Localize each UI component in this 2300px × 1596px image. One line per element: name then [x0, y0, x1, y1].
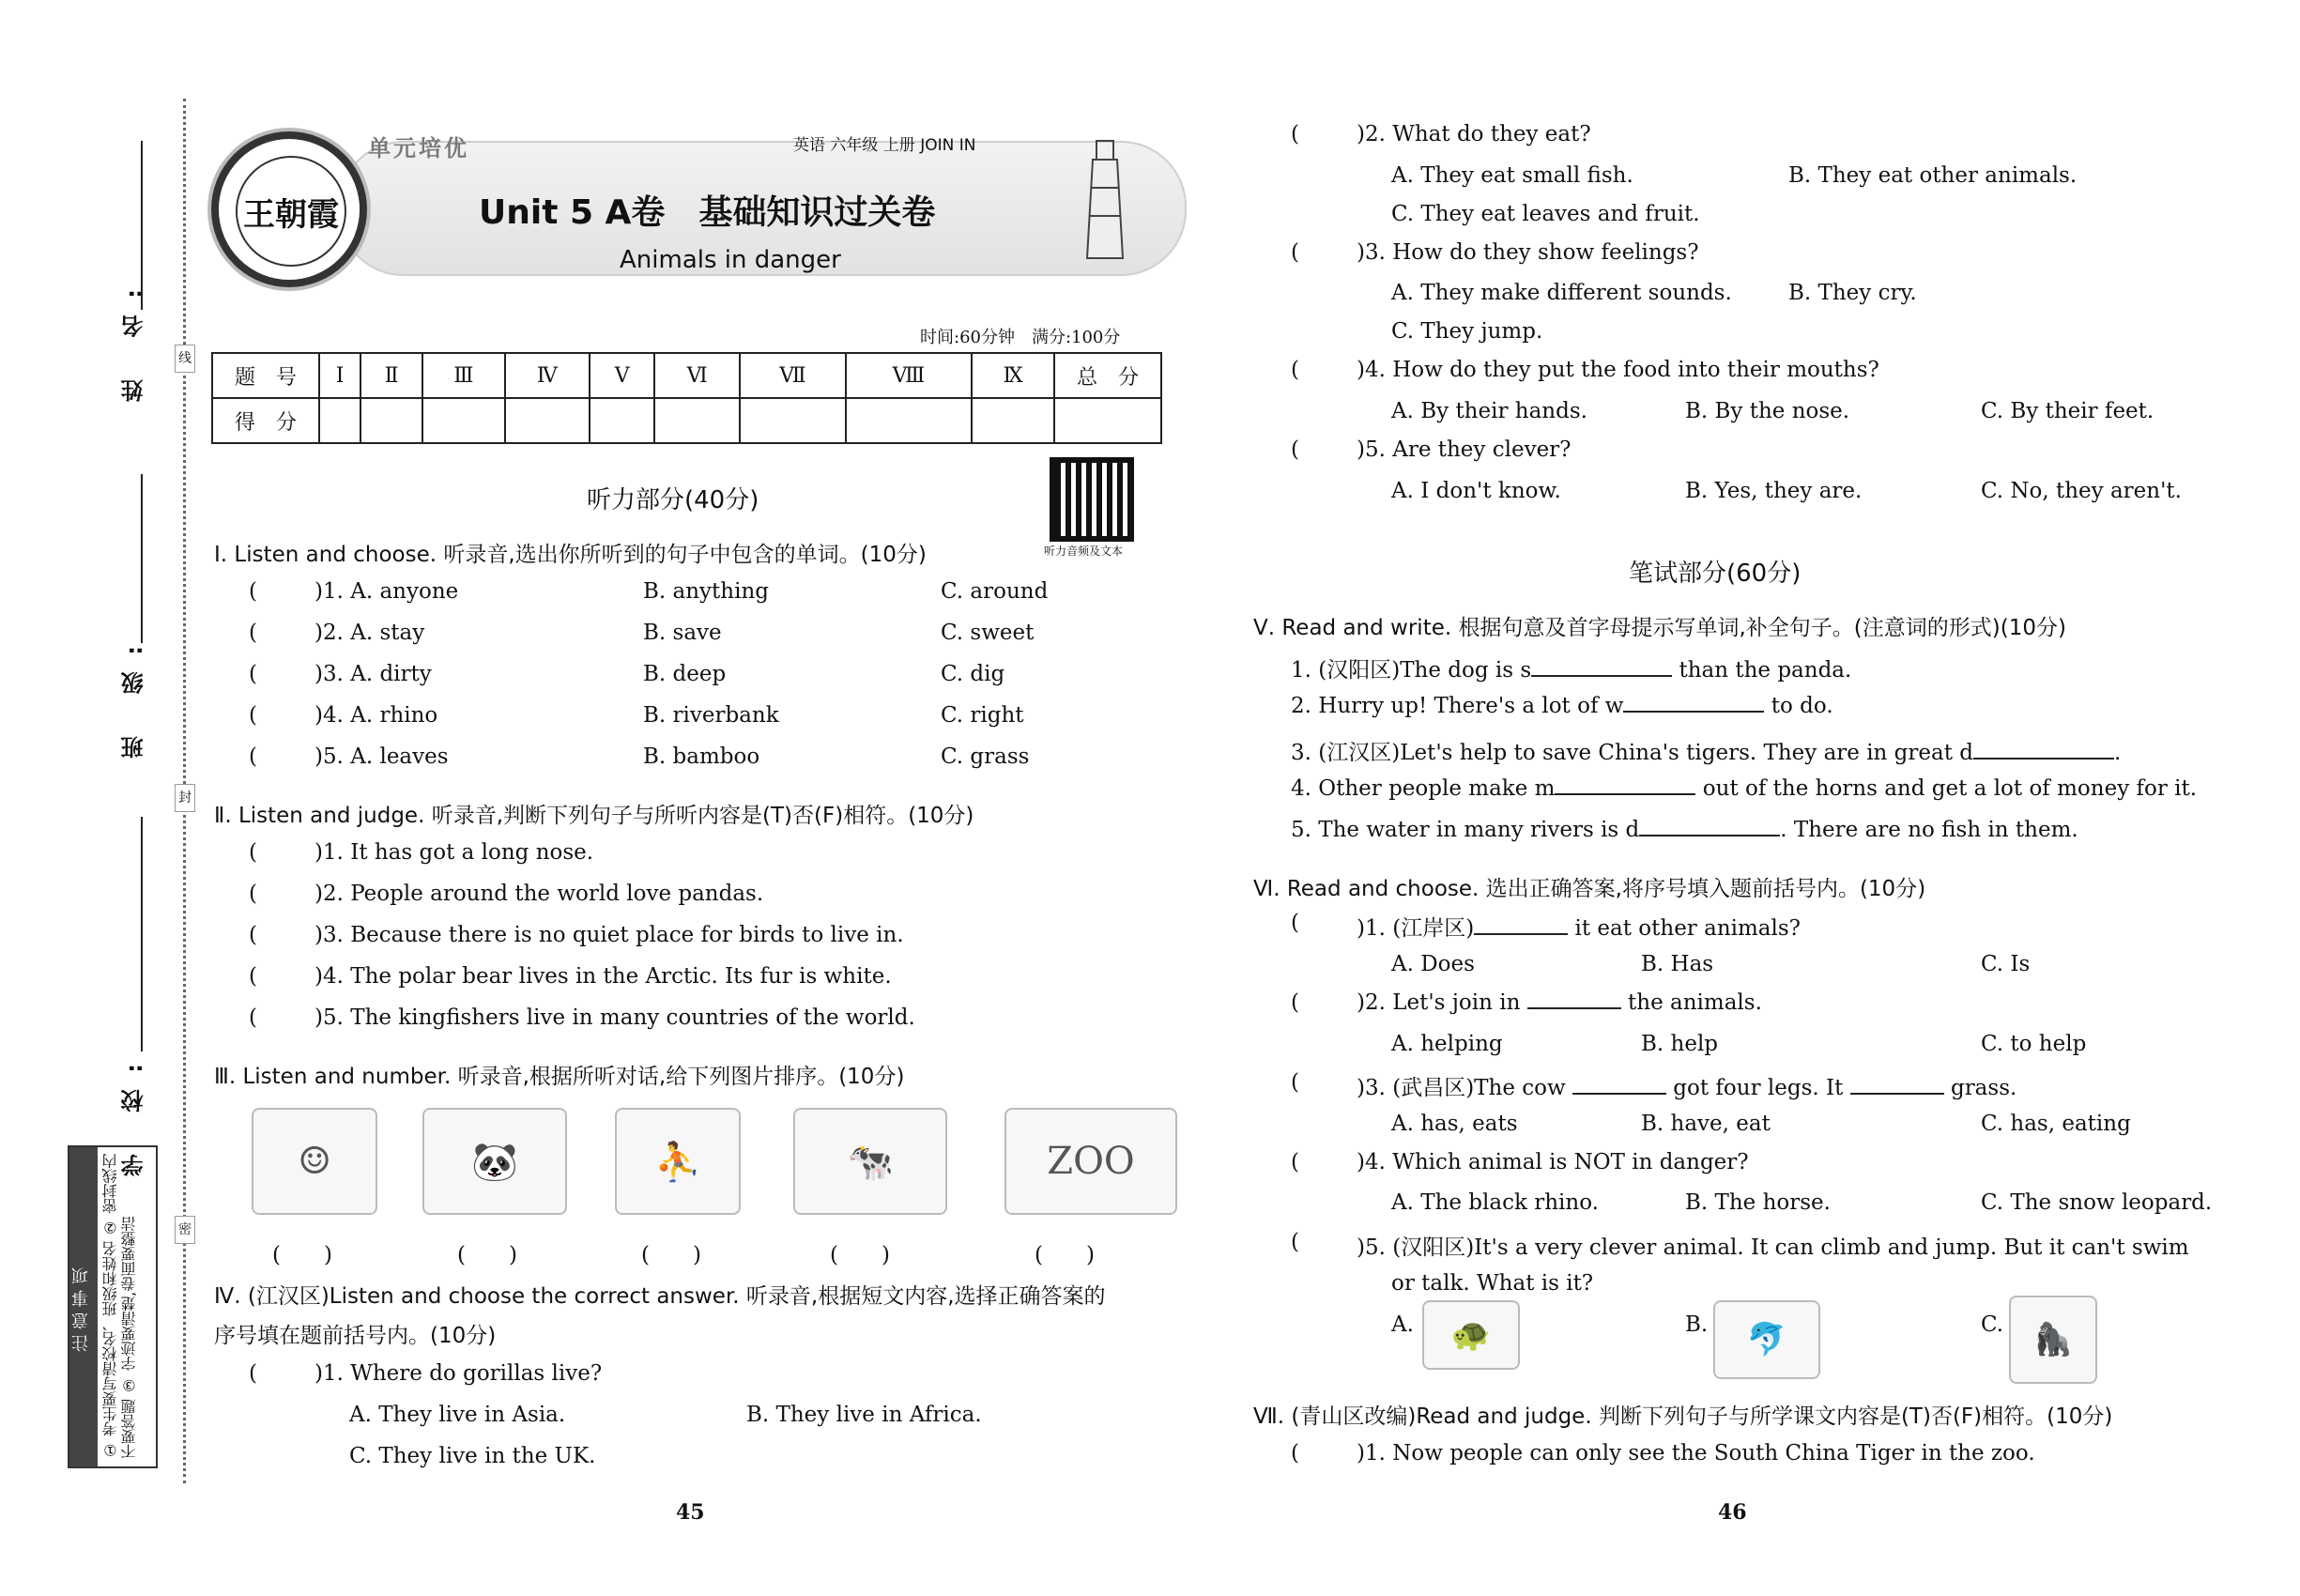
s1-option-b: B. save: [643, 621, 722, 645]
score-table: [211, 352, 1162, 444]
s5-text: 3. (江汉区)Let's help to save China's tigers. They are in great d: [1291, 741, 1973, 765]
score-header-cell: 总 分: [1054, 353, 1161, 398]
notice-text: ① 考生要写清校名、班级和姓名 ② 密封线内不要答题 ③ 字迹要清楚,卷面要整洁: [101, 1153, 138, 1459]
order-bracket[interactable]: ( ): [641, 1243, 701, 1267]
s6-option-c: C. to help: [1981, 1032, 2087, 1056]
s2-item: )1. It has got a long nose.: [314, 840, 594, 865]
order-bracket[interactable]: ( ): [830, 1243, 890, 1267]
s5-text: than the panda.: [1672, 658, 1852, 683]
s5-line: [1291, 652, 1851, 683]
answer-blank[interactable]: [1527, 1006, 1621, 1009]
answer-paren[interactable]: (: [249, 840, 257, 865]
s5-text: .: [2114, 741, 2122, 765]
answer-blank[interactable]: [1555, 792, 1695, 795]
picture-cow-icon: 🐄: [793, 1108, 947, 1215]
answer-blank[interactable]: [1531, 674, 1672, 677]
answer-paren[interactable]: (: [1291, 240, 1299, 265]
s4-option-c: C. No, they aren't.: [1981, 479, 2182, 503]
section-5-heading: Ⅴ. Read and write. 根据句意及首字母提示写单词,补全句子。(注意词的形式)(10分): [1253, 616, 2066, 640]
answer-paren[interactable]: (: [249, 662, 257, 686]
gorilla-icon: 🦍: [2009, 1296, 2097, 1384]
score-cell[interactable]: [360, 398, 422, 443]
picture-zoo-icon: ZOO: [1004, 1108, 1177, 1215]
score-header-cell: Ⅰ: [319, 353, 360, 398]
s6-text: the animals.: [1620, 990, 1762, 1015]
s6-option-b: B. Has: [1641, 952, 1714, 976]
s6-question: )4. Which animal is NOT in danger?: [1357, 1150, 1749, 1174]
s1-option-a: )1. A. anyone: [314, 579, 459, 604]
writing-title: 笔试部分(60分): [1629, 560, 1802, 588]
notice-title: 注意事项: [69, 1147, 98, 1466]
s1-option-c: C. grass: [941, 744, 1030, 769]
school-underline: [141, 817, 143, 1051]
s1-option-b: B. bamboo: [643, 744, 760, 769]
qr-caption: 听力音频及文本: [1044, 545, 1124, 558]
score-cell[interactable]: [319, 398, 360, 443]
s4-question: )1. Where do gorillas live?: [314, 1361, 603, 1386]
score-cell[interactable]: [422, 398, 505, 443]
s5-text: to do.: [1764, 694, 1833, 718]
score-header-cell: 题 号: [212, 353, 319, 398]
score-header-cell: Ⅴ: [590, 353, 654, 398]
s6-text: )1. (江岸区): [1357, 916, 1475, 941]
s1-option-a: )4. A. rhino: [314, 703, 438, 728]
s4-question: )5. Are they clever?: [1357, 437, 1572, 462]
school-label: 学 校:: [121, 1047, 147, 1176]
s6-option-b: B.: [1685, 1312, 1709, 1337]
score-cell[interactable]: [972, 398, 1054, 443]
unit-title: Unit 5 A卷 基础知识过关卷: [479, 193, 936, 232]
turtle-icon: 🐢: [1422, 1300, 1520, 1370]
s5-text: 2. Hurry up! There's a lot of w: [1291, 694, 1624, 718]
answer-blank[interactable]: [1623, 710, 1764, 713]
s4-option-c: C. They live in the UK.: [349, 1444, 596, 1468]
section-3-heading: Ⅲ. Listen and number. 听录音,根据所听对话,给下列图片排序。(10分): [214, 1065, 905, 1089]
qr-code[interactable]: [1050, 457, 1134, 542]
answer-paren[interactable]: (: [249, 579, 257, 604]
s4-option-b: B. They live in Africa.: [746, 1403, 982, 1427]
s4-question: )3. How do they show feelings?: [1357, 240, 1699, 265]
answer-paren[interactable]: (: [1291, 122, 1299, 146]
page-number-left: 45: [676, 1500, 705, 1525]
page-number-right: 46: [1718, 1500, 1747, 1525]
score-cell[interactable]: [1054, 398, 1161, 443]
answer-blank[interactable]: [1850, 1092, 1944, 1095]
score-header-cell: Ⅷ: [846, 353, 972, 398]
s5-text: out of the horns and get a lot of money for it.: [1695, 776, 2198, 801]
s4-option-c: C. They eat leaves and fruit.: [1391, 202, 1700, 226]
s6-option-c: C. Is: [1981, 952, 2031, 976]
section-2-heading: Ⅱ. Listen and judge. 听录音,判断下列句子与所听内容是(T)否(F)相符。(10分): [214, 804, 974, 828]
picture-people-icon: ☺: [252, 1108, 377, 1215]
s5-line: [1291, 694, 1833, 718]
answer-blank[interactable]: [1474, 932, 1568, 935]
cut-mark-2: 封: [175, 784, 195, 812]
s6-option-a: A. helping: [1391, 1032, 1503, 1056]
score-header-cell: Ⅸ: [972, 353, 1054, 398]
lighthouse-icon: [1080, 131, 1130, 263]
answer-paren[interactable]: (: [1291, 1150, 1299, 1174]
s6-question-cont: or talk. What is it?: [1391, 1271, 1594, 1296]
answer-paren[interactable]: (: [249, 964, 257, 989]
answer-paren[interactable]: (: [1291, 1070, 1299, 1095]
s6-text: got four legs. It: [1665, 1076, 1850, 1100]
answer-paren[interactable]: (: [249, 1361, 257, 1386]
picture-basketball-icon: ⛹: [615, 1108, 741, 1215]
name-underline: [141, 141, 143, 310]
s6-option-a: A. The black rhino.: [1391, 1190, 1599, 1215]
notice-box: [68, 1145, 158, 1468]
s4-option-c: C. They jump.: [1391, 319, 1543, 344]
s6-option-c: C.: [1981, 1312, 2004, 1337]
answer-paren[interactable]: (: [1291, 437, 1299, 462]
score-cell[interactable]: [846, 398, 972, 443]
score-row-label: 得 分: [212, 398, 319, 443]
s4-option-a: A. They live in Asia.: [349, 1403, 566, 1427]
answer-paren[interactable]: (: [249, 1005, 257, 1030]
s6-question: [1357, 911, 1801, 942]
s6-question: [1357, 990, 1762, 1015]
class-label: 班 级:: [121, 629, 147, 759]
section-7-heading: Ⅶ. (青山区改编)Read and judge. 判断下列句子与所学课文内容是(T)否(F)相符。(10分): [1253, 1404, 2113, 1429]
time-score: 时间:60分钟 满分:100分: [920, 328, 1121, 347]
score-header-cell: Ⅳ: [505, 353, 590, 398]
answer-blank[interactable]: [1639, 834, 1780, 836]
s5-line: [1291, 818, 2078, 842]
s1-option-a: )5. A. leaves: [314, 744, 449, 769]
class-underline: [141, 474, 143, 643]
score-header-cell: Ⅵ: [654, 353, 740, 398]
s2-item: )2. People around the world love pandas.: [314, 882, 764, 906]
s7-question: )1. Now people can only see the South China Tiger in the zoo.: [1357, 1441, 2035, 1466]
answer-paren[interactable]: (: [249, 621, 257, 645]
score-cell[interactable]: [505, 398, 590, 443]
s6-option-a: A. Does: [1391, 952, 1475, 976]
s6-option-a: A. has, eats: [1391, 1112, 1518, 1136]
answer-paren[interactable]: (: [249, 744, 257, 769]
order-bracket[interactable]: ( ): [457, 1243, 517, 1267]
section-4-heading-cont: 序号填在题前括号内。(10分): [214, 1324, 497, 1348]
answer-blank[interactable]: [1973, 757, 2114, 760]
s1-option-b: B. anything: [643, 579, 769, 604]
s4-option-b: B. By the nose.: [1685, 399, 1850, 423]
s5-line: [1291, 776, 2197, 801]
s4-option-a: A. By their hands.: [1391, 399, 1587, 423]
s4-option-a: A. They make different sounds.: [1391, 281, 1732, 305]
s4-option-a: A. I don't know.: [1391, 479, 1561, 503]
s6-option-b: B. have, eat: [1641, 1112, 1771, 1136]
s4-question: )2. What do they eat?: [1357, 122, 1591, 146]
answer-paren[interactable]: (: [1291, 1230, 1299, 1254]
s5-text: 1. (汉阳区)The dog is s: [1291, 658, 1532, 683]
answer-blank[interactable]: [1572, 1092, 1666, 1095]
s5-text: 5. The water in many rivers is d: [1291, 818, 1640, 842]
s4-option-a: A. They eat small fish.: [1391, 163, 1633, 188]
s4-option-c: C. By their feet.: [1981, 399, 2154, 423]
answer-paren[interactable]: (: [1291, 358, 1299, 382]
s6-option-c: C. The snow leopard.: [1981, 1190, 2213, 1215]
section-1-heading: Ⅰ. Listen and choose. 听录音,选出你所听到的句子中包含的单词。(10分): [214, 543, 927, 567]
order-bracket[interactable]: ( ): [1035, 1243, 1095, 1267]
s1-option-b: B. deep: [643, 662, 727, 686]
s1-option-c: C. around: [941, 579, 1049, 604]
dolphin-icon: 🐬: [1713, 1300, 1820, 1379]
answer-paren[interactable]: (: [249, 703, 257, 728]
answer-paren[interactable]: (: [1291, 1441, 1299, 1466]
s4-option-b: B. They cry.: [1788, 281, 1917, 305]
answer-paren[interactable]: (: [249, 923, 257, 947]
picture-pandas-icon: 🐼: [422, 1108, 567, 1215]
order-bracket[interactable]: ( ): [272, 1243, 332, 1267]
answer-paren[interactable]: (: [249, 882, 257, 906]
s1-option-b: B. riverbank: [643, 703, 779, 728]
s6-option-b: B. The horse.: [1685, 1190, 1831, 1215]
s4-option-b: B. Yes, they are.: [1685, 479, 1863, 503]
cut-mark-1: 线: [175, 345, 195, 373]
score-header-cell: Ⅱ: [360, 353, 422, 398]
answer-paren[interactable]: (: [1291, 911, 1299, 935]
brand-logo: [211, 131, 367, 287]
s6-question: [1357, 1070, 2016, 1101]
score-cell[interactable]: [740, 398, 846, 443]
section-4-heading: Ⅳ. (江汉区)Listen and choose the correct answer. 听录音,根据短文内容,选择正确答案的: [214, 1284, 1106, 1309]
cut-mark-3: 密: [175, 1216, 195, 1244]
score-header-cell: Ⅶ: [740, 353, 846, 398]
s6-text: )3. (武昌区)The cow: [1357, 1076, 1572, 1100]
unit-subtitle: Animals in danger: [620, 246, 841, 274]
listening-title: 听力部分(40分): [587, 486, 759, 514]
logo-text: 王朝霞: [236, 156, 346, 267]
s1-option-c: C. right: [941, 703, 1024, 728]
series-tag: 单元培优: [368, 135, 469, 161]
s2-item: )3. Because there is no quiet place for birds to live in.: [314, 923, 904, 947]
score-header-cell: Ⅲ: [422, 353, 505, 398]
s6-text: it eat other animals?: [1568, 916, 1801, 941]
s5-text: . There are no fish in them.: [1780, 818, 2078, 842]
score-cell[interactable]: [590, 398, 654, 443]
s1-option-a: )2. A. stay: [314, 621, 425, 645]
s5-line: [1291, 735, 2121, 766]
s1-option-a: )3. A. dirty: [314, 662, 432, 686]
section-6-heading: Ⅵ. Read and choose. 选出正确答案,将序号填入题前括号内。(10分): [1253, 877, 1926, 901]
answer-paren[interactable]: (: [1291, 990, 1299, 1015]
s5-text: 4. Other people make m: [1291, 776, 1556, 801]
s2-item: )4. The polar bear lives in the Arctic. Its fur is white.: [314, 964, 892, 989]
book-meta: 英语 六年级 上册 JOIN IN: [793, 136, 976, 155]
s4-option-b: B. They eat other animals.: [1788, 163, 2078, 188]
s6-question: )5. (汉阳区)It's a very clever animal. It can climb and jump. But it can't swim: [1357, 1235, 2189, 1260]
name-label: 姓 名:: [121, 272, 147, 402]
s6-option-b: B. help: [1641, 1032, 1719, 1056]
s6-text: )2. Let's join in: [1357, 990, 1527, 1015]
s6-text: grass.: [1943, 1076, 2017, 1100]
s1-option-c: C. sweet: [941, 621, 1035, 645]
s1-option-c: C. dig: [941, 662, 1005, 686]
score-cell[interactable]: [654, 398, 740, 443]
s6-option-a: A.: [1391, 1312, 1414, 1337]
s4-question: )4. How do they put the food into their mouths?: [1357, 358, 1879, 382]
s6-option-c: C. has, eating: [1981, 1112, 2131, 1136]
s2-item: )5. The kingfishers live in many countries of the world.: [314, 1005, 915, 1030]
